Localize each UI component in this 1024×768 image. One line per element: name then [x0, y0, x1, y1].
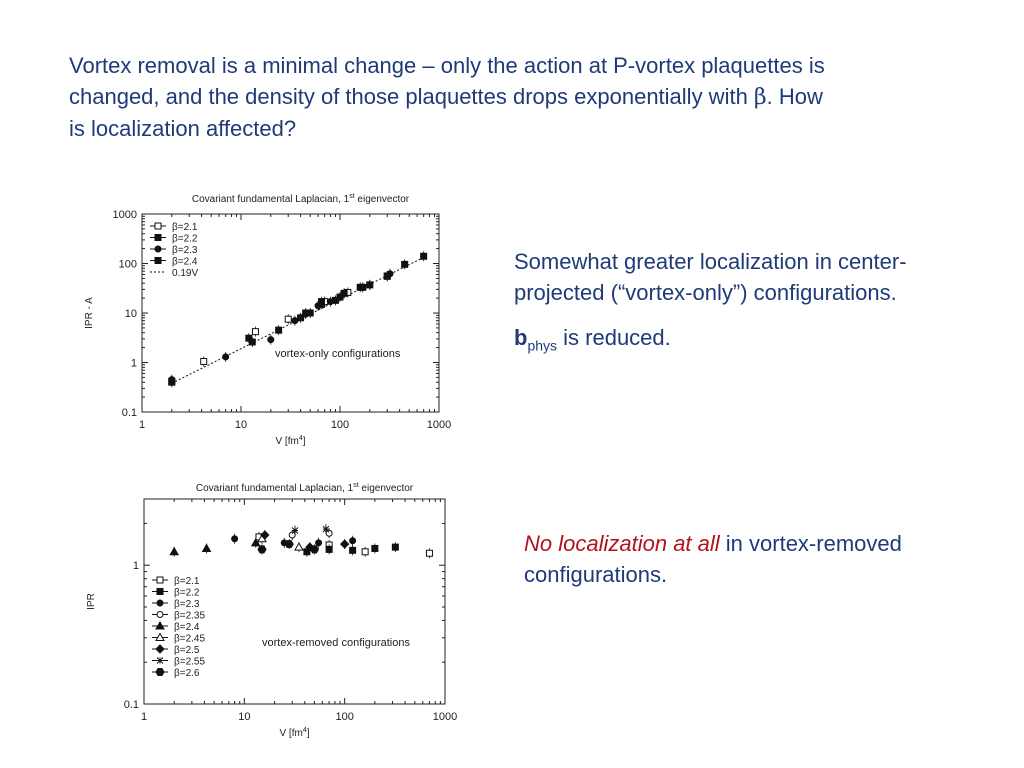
data-point [367, 282, 373, 288]
intro-line-3: is localization affected? [69, 116, 297, 141]
x-tick-label: 1000 [432, 711, 458, 723]
chart-title-sup: st [349, 193, 355, 200]
x-tick-label: 10 [234, 419, 248, 431]
y-tick-label: 10 [124, 308, 137, 320]
data-point [341, 540, 349, 548]
y-tick-label: 1 [132, 560, 139, 573]
y-tick-label: 0.1 [121, 407, 137, 419]
data-point [326, 530, 332, 536]
data-point [295, 543, 303, 550]
chart-title-end: eigenvector [354, 194, 410, 205]
x-axis-label-sup: 4 [298, 435, 303, 442]
chart-1 [84, 193, 451, 447]
vortex-only-note-text: Somewhat greater localization in center-projected (“vortex-only”) configurations. [514, 249, 907, 305]
legend-marker [156, 645, 164, 653]
data-point [426, 550, 432, 556]
y-axis-label: IPR - A [84, 297, 95, 329]
chart-title-sup: st [353, 482, 359, 489]
legend-label: β=2.3 [172, 245, 198, 256]
legend-label: β=2.3 [174, 599, 200, 610]
data-point [292, 318, 298, 324]
intro-line-1: Vortex removal is a minimal change – only the action at P-vortex plaquettes is [69, 53, 825, 78]
data-point [285, 316, 291, 322]
intro-line-2-post: . How [766, 84, 823, 109]
data-point [350, 538, 356, 544]
data-point [311, 546, 319, 553]
plot-annotation: vortex-removed configurations [262, 637, 410, 649]
data-point [276, 327, 282, 333]
bphys-suffix: is reduced. [557, 325, 671, 350]
legend-marker [157, 577, 163, 583]
legend-marker [157, 612, 163, 618]
y-tick-label: 100 [118, 258, 137, 271]
plot-annotation: vortex-only configurations [275, 348, 401, 360]
series-8 [292, 524, 329, 535]
b-subscript: phys [527, 337, 558, 354]
x-tick-label: 10 [238, 711, 251, 723]
data-point [201, 358, 207, 364]
data-point [326, 546, 332, 552]
data-point [337, 294, 343, 300]
x-axis-label-sup: 4 [302, 727, 307, 734]
legend-marker [155, 246, 161, 252]
data-point [170, 548, 178, 555]
data-point [318, 299, 324, 305]
x-tick-label: 1 [140, 711, 148, 723]
x-axis-label-end: ] [306, 728, 310, 739]
legend-marker [157, 600, 163, 606]
data-point [303, 310, 309, 316]
data-point [360, 284, 366, 290]
legend-label: β=2.1 [174, 576, 200, 587]
data-point [384, 273, 390, 279]
vortex-removed-note-rest: in vortex-removed configurations. [524, 531, 902, 587]
chart-2 [86, 482, 457, 739]
data-point [372, 545, 378, 551]
data-point [252, 329, 258, 335]
data-point [223, 354, 229, 360]
data-point [421, 253, 427, 259]
legend-label: β=2.4 [174, 622, 200, 633]
legend-label: β=2.4 [172, 256, 198, 268]
no-localization-highlight: No localization at all [524, 531, 720, 556]
data-point [232, 536, 238, 542]
x-axis-label-main: V [fm [279, 728, 303, 739]
legend-marker [157, 658, 163, 664]
legend-marker [155, 235, 161, 241]
legend-label: β=2.2 [172, 233, 198, 245]
chart-title-main: Covariant fundamental Laplacian, 1 [191, 194, 350, 205]
legend-label: β=2.2 [174, 587, 200, 599]
y-axis-label: IPR [86, 593, 97, 610]
data-point [323, 526, 329, 532]
x-axis-label [279, 727, 309, 739]
legend-marker [156, 669, 164, 676]
chart-title [196, 482, 414, 494]
x-axis-label-main: V [fm [275, 436, 299, 447]
data-point [268, 337, 274, 343]
legend-label: β=2.5 [174, 645, 200, 656]
data-point [350, 547, 356, 553]
data-point [203, 544, 211, 551]
x-tick-label: 1 [138, 419, 146, 431]
data-point [402, 261, 408, 267]
legend-label: 0.19V [172, 268, 199, 279]
chart-title [192, 193, 410, 205]
chart-title-end: eigenvector [358, 483, 414, 494]
x-tick-label: 100 [330, 419, 350, 431]
legend-label: β=2.55 [174, 656, 206, 668]
intro-line-2-pre: changed, and the density of those plaquettes drops exponentially with [69, 84, 754, 109]
x-tick-label: 1000 [426, 419, 452, 431]
legend-marker [155, 258, 161, 264]
data-point [362, 549, 368, 555]
y-tick-label: 1 [130, 357, 137, 370]
chart-title-main: Covariant fundamental Laplacian, 1 [195, 483, 354, 494]
legend-marker [157, 589, 163, 595]
y-tick-label: 0.1 [123, 699, 139, 711]
b-symbol: b [514, 325, 528, 350]
legend-marker [155, 223, 161, 229]
data-point [258, 546, 266, 553]
x-axis-label-end: ] [302, 436, 306, 447]
x-axis-label [275, 435, 305, 447]
data-point [169, 379, 175, 385]
data-point [292, 527, 298, 533]
legend-label: β=2.6 [174, 668, 200, 679]
beta-symbol: β [753, 85, 767, 110]
legend-label: β=2.35 [174, 610, 206, 622]
series-2 [246, 280, 373, 343]
series-5 [170, 538, 260, 557]
legend-label: β=2.45 [174, 633, 206, 645]
data-point [249, 339, 255, 345]
legend-label: β=2.1 [172, 222, 198, 233]
data-point [285, 541, 293, 548]
x-tick-label: 100 [335, 711, 354, 723]
data-point [316, 540, 322, 546]
data-point [327, 299, 333, 305]
y-tick-label: 1000 [112, 209, 137, 221]
data-point [392, 544, 398, 550]
